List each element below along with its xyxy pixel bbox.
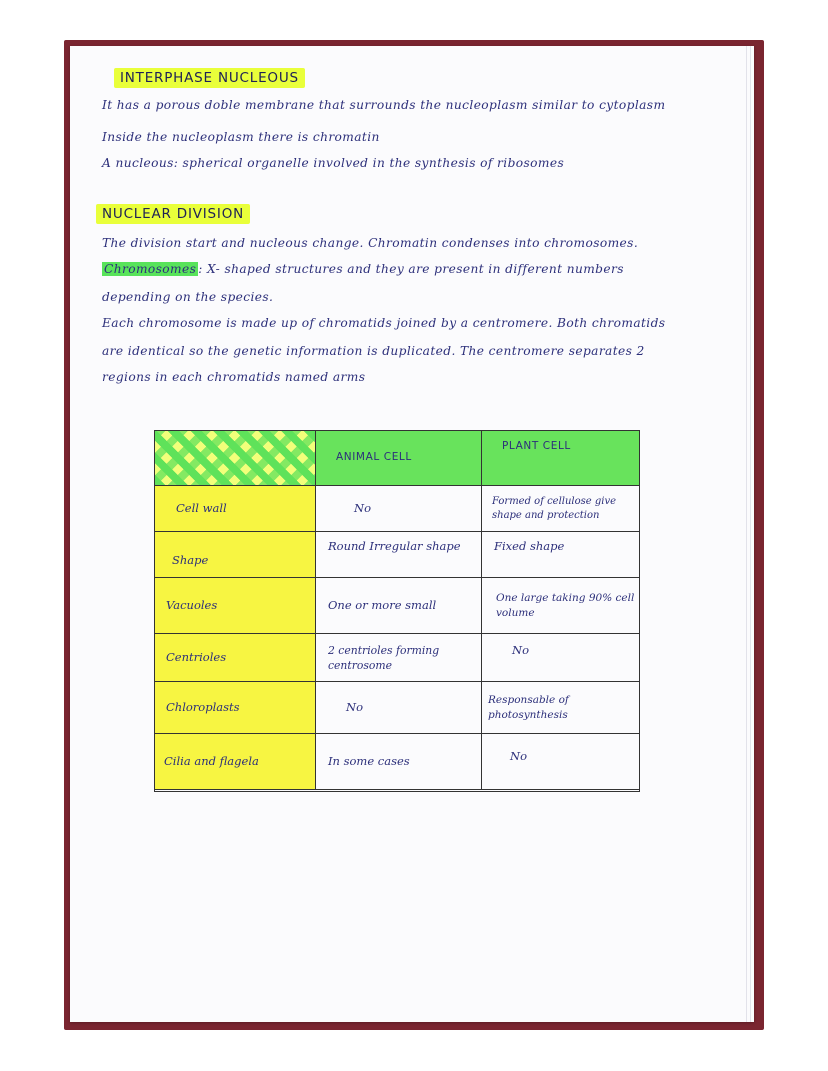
table-row-animal: One or more small xyxy=(316,578,482,634)
division-line-6: regions in each chromatids named arms xyxy=(102,370,366,384)
division-line-3: depending on the species. xyxy=(102,290,274,304)
header-plant-cell: PLANT CELL xyxy=(482,430,640,486)
table-row-animal: 2 centrioles forming centrosome xyxy=(316,634,482,682)
interphase-line-2: Inside the nucleoplasm there is chromatin xyxy=(102,130,380,144)
table-row-plant: No xyxy=(482,734,640,790)
table-row-plant: No xyxy=(482,634,640,682)
table-row-feature: Vacuoles xyxy=(154,578,316,634)
page-edge-line xyxy=(750,46,751,1022)
table-row-animal: Round Irregular shape xyxy=(316,532,482,578)
table-row-plant: Responsable of photosynthesis xyxy=(482,682,640,734)
division-line-4: Each chromosome is made up of chromatids joined by a centromere. Both chromatids xyxy=(102,316,666,330)
table-row-feature: Shape xyxy=(154,532,316,578)
table-corner-hatch xyxy=(154,430,316,486)
table-row-feature: Chloroplasts xyxy=(154,682,316,734)
heading-nuclear-division: NUCLEAR DIVISION xyxy=(96,204,250,224)
chromosomes-highlight: Chromosomes xyxy=(104,262,197,276)
interphase-line-1: It has a porous doble membrane that surrounds the nucleoplasm similar to cytoplasm xyxy=(102,98,666,112)
table-row-plant: Fixed shape xyxy=(482,532,640,578)
table-row-feature: Cell wall xyxy=(154,486,316,532)
notebook-page xyxy=(70,46,754,1022)
header-animal-cell: ANIMAL CELL xyxy=(316,430,482,486)
division-line-2 xyxy=(102,262,624,276)
division-line-5: are identical so the genetic information is duplicated. The centromere separates 2 xyxy=(102,344,645,358)
table-row-feature: Centrioles xyxy=(154,634,316,682)
table-row-animal: In some cases xyxy=(316,734,482,790)
table-row-feature: Cilia and flagela xyxy=(154,734,316,790)
interphase-line-3: A nucleous: spherical organelle involved in the synthesis of ribosomes xyxy=(102,156,565,170)
table-row-plant: Formed of cellulose give shape and protection xyxy=(482,486,640,532)
table-row-animal: No xyxy=(316,486,482,532)
division-line-1: The division start and nucleous change. Chromatin condenses into chromosomes. xyxy=(102,236,639,250)
table-row-animal: No xyxy=(316,682,482,734)
heading-interphase-nucleous: INTERPHASE NUCLEOUS xyxy=(114,68,305,88)
page-edge-line xyxy=(746,46,747,1022)
cell-comparison-table xyxy=(154,430,640,802)
table-row-plant: One large taking 90% cell volume xyxy=(482,578,640,634)
chromosomes-definition: : X- shaped structures and they are present in different numbers xyxy=(198,262,624,276)
